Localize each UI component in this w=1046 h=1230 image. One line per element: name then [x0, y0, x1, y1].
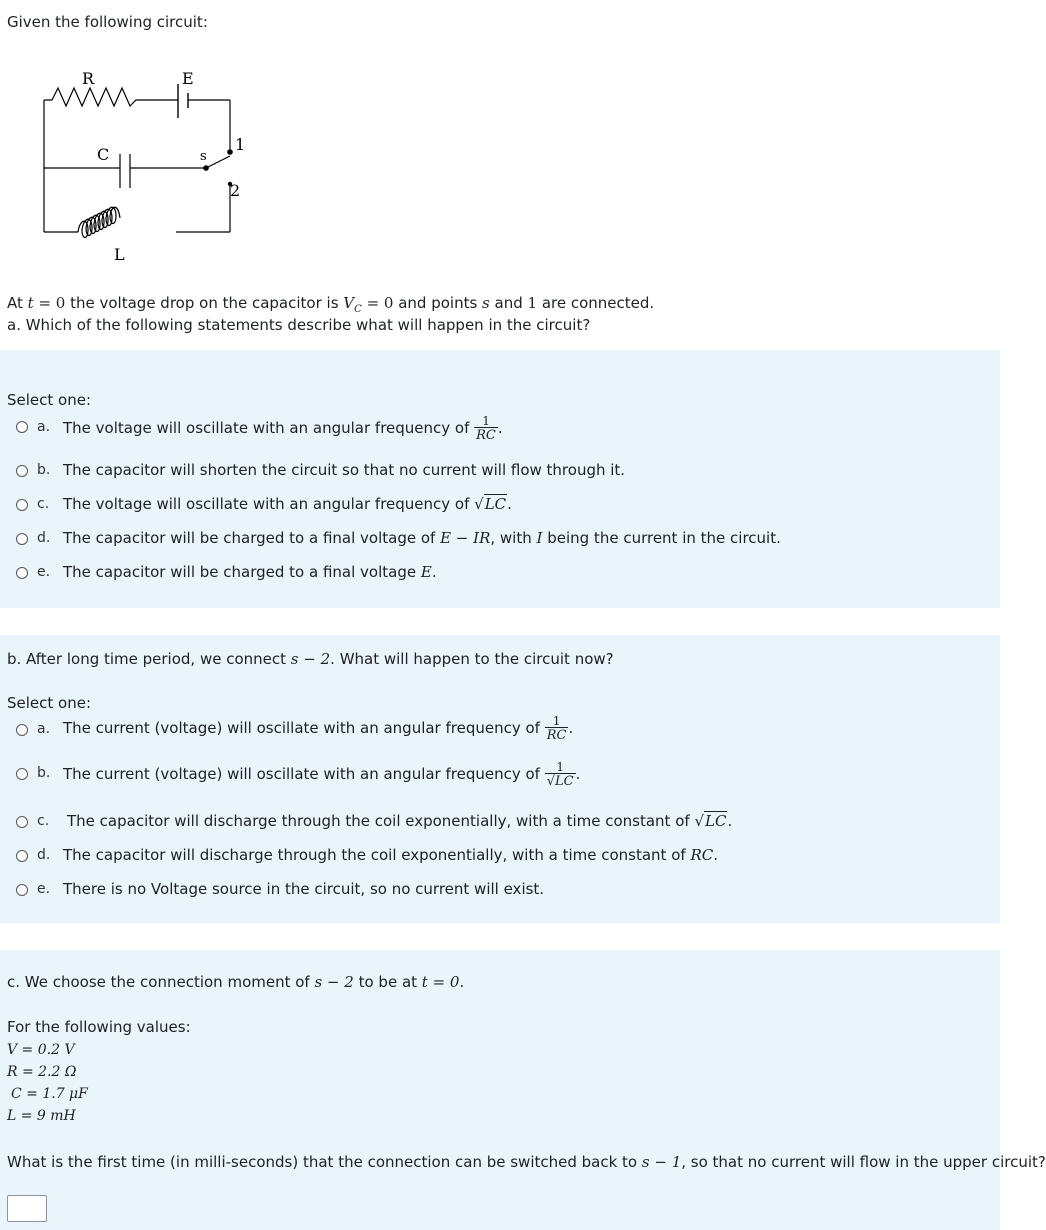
option-c-radio[interactable]	[16, 816, 28, 828]
question-c-prompt: c. We choose the connection moment of s − 2 to be at t = 0.	[7, 973, 465, 991]
option-a-radio[interactable]	[16, 421, 28, 433]
option-b-text: The current (voltage) will oscillate with an angular frequency of $\frac{1}{√LC}$ .	[63, 760, 581, 789]
option-e-radio[interactable]	[16, 567, 28, 579]
resistor-symbol	[44, 88, 178, 106]
question-a-answer-block	[0, 350, 1000, 608]
option-a-radio[interactable]	[16, 724, 28, 736]
option-b-letter: b.	[37, 765, 51, 781]
values-label: For the following values:	[7, 1018, 191, 1036]
select-one-label: Select one:	[7, 391, 92, 409]
label-s: s	[200, 149, 207, 164]
answer-input[interactable]	[7, 1195, 47, 1222]
option-b-radio[interactable]	[16, 768, 28, 780]
question-b-block	[0, 635, 1000, 923]
value-l: L = 9 mH	[7, 1108, 76, 1124]
question-b-prompt: b. After long time period, we connect s − 2. What will happen to the circuit now?	[7, 650, 614, 668]
label-r: R	[82, 69, 95, 88]
option-b-letter: b.	[37, 462, 51, 478]
question-c-question: What is the first time (in milli-seconds) that the connection can be switched back to s − 1, so that no current will flow in the upper circuit?	[7, 1153, 1046, 1171]
option-c-letter: c.	[37, 496, 50, 512]
option-d-text: The capacitor will discharge through the coil exponentially, with a time constant of RC.	[63, 846, 718, 864]
option-a-letter: a.	[37, 721, 51, 737]
question-a-context: At t = 0 the voltage drop on the capacitor is $V_C = 0$ and points s and 1 are connected.	[7, 294, 655, 315]
option-d-text: The capacitor will be charged to a final voltage of E − IR, with I being the current in the circuit.	[63, 529, 781, 547]
option-a-text: The current (voltage) will oscillate with an angular frequency of $\frac{1}{RC}$ .	[63, 714, 574, 743]
label-terminal-1: 1	[235, 135, 246, 154]
intro-text: Given the following circuit:	[7, 13, 208, 31]
value-c: C = 1.7 μF	[11, 1086, 88, 1102]
option-c-text: The voltage will oscillate with an angular frequency of √LC.	[63, 495, 512, 513]
inductor-symbol	[78, 207, 120, 237]
option-e-letter: e.	[37, 881, 51, 897]
label-terminal-2: 2	[230, 181, 241, 200]
option-d-letter: d.	[37, 847, 51, 863]
option-a-letter: a.	[37, 419, 51, 435]
option-d-letter: d.	[37, 530, 51, 546]
question-a-prompt: a. Which of the following statements describe what will happen in the circuit?	[7, 316, 591, 334]
option-b-radio[interactable]	[16, 465, 28, 477]
question-c-block	[0, 950, 1046, 1230]
option-e-text: The capacitor will be charged to a final voltage E.	[63, 563, 437, 581]
option-e-radio[interactable]	[16, 884, 28, 896]
option-e-text: There is no Voltage source in the circuit, so no current will exist.	[63, 880, 545, 898]
option-c-text: The capacitor will discharge through the coil exponentially, with a time constant of √LC.	[67, 812, 733, 830]
option-d-radio[interactable]	[16, 850, 28, 862]
option-c-letter: c.	[37, 813, 50, 829]
option-b-text: The capacitor will shorten the circuit so that no current will flow through it.	[63, 461, 626, 479]
value-r: R = 2.2 Ω	[7, 1064, 77, 1080]
label-e: E	[182, 69, 194, 88]
select-one-label: Select one:	[7, 694, 92, 712]
option-d-radio[interactable]	[16, 533, 28, 545]
label-c: C	[97, 145, 110, 164]
option-a-text: The voltage will oscillate with an angular frequency of $\frac{1}{RC}$ .	[63, 414, 503, 443]
value-v: V = 0.2 V	[7, 1042, 75, 1058]
label-l: L	[114, 245, 125, 264]
circuit-diagram	[30, 60, 260, 270]
option-e-letter: e.	[37, 564, 51, 580]
option-c-radio[interactable]	[16, 499, 28, 511]
